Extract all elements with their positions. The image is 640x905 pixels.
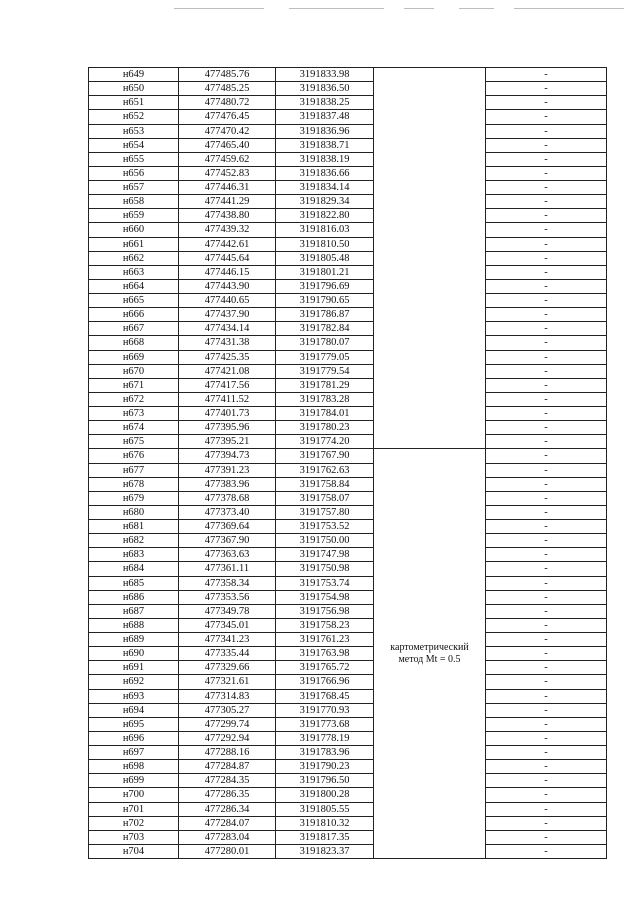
table-row [89,308,607,322]
table-row [89,703,607,717]
cell-point: н686 [89,590,179,604]
table-row [89,562,607,576]
table-row [89,576,607,590]
table-row [89,435,607,449]
cell-x: 477417.56 [179,378,276,392]
cell-x: 477369.64 [179,520,276,534]
cell-x: 477446.15 [179,265,276,279]
cell-x: 477485.25 [179,82,276,96]
table-row [89,520,607,534]
cell-y: 3191778.19 [276,731,374,745]
table-row [89,760,607,774]
cell-note: - [486,251,607,265]
table-row [89,336,607,350]
cell-x: 477465.40 [179,138,276,152]
cell-y: 3191838.19 [276,152,374,166]
cell-point: н698 [89,760,179,774]
cell-point: н703 [89,830,179,844]
cell-point: н672 [89,392,179,406]
cell-x: 477314.83 [179,689,276,703]
table-row [89,590,607,604]
method-text-line: картометрический [390,641,469,653]
cell-note: - [486,689,607,703]
cell-y: 3191750.00 [276,534,374,548]
cell-x: 477437.90 [179,308,276,322]
cell-point: н649 [89,68,179,82]
cell-x: 477363.63 [179,548,276,562]
cell-note: - [486,774,607,788]
cell-note: - [486,816,607,830]
table-row [89,322,607,336]
cell-x: 477440.65 [179,294,276,308]
cell-note: - [486,562,607,576]
cell-point: н704 [89,844,179,858]
table-row [89,802,607,816]
cell-x: 477358.34 [179,576,276,590]
cell-note: - [486,703,607,717]
cell-point: н685 [89,576,179,590]
cell-point: н691 [89,661,179,675]
cell-y: 3191790.65 [276,294,374,308]
cell-point: н664 [89,279,179,293]
table-row [89,534,607,548]
table-row [89,96,607,110]
cell-point: н674 [89,421,179,435]
table-row [89,689,607,703]
cell-y: 3191786.87 [276,308,374,322]
cell-point: н677 [89,463,179,477]
cell-y: 3191779.54 [276,364,374,378]
cell-x: 477452.83 [179,166,276,180]
cell-x: 477321.61 [179,675,276,689]
cell-x: 477476.45 [179,110,276,124]
cell-x: 477284.35 [179,774,276,788]
cell-note: - [486,463,607,477]
cell-note: - [486,661,607,675]
cell-y: 3191823.37 [276,844,374,858]
cell-y: 3191783.28 [276,392,374,406]
cell-note: - [486,68,607,82]
cell-point: н666 [89,308,179,322]
cell-y: 3191774.20 [276,435,374,449]
cell-y: 3191758.23 [276,618,374,632]
cell-note: - [486,576,607,590]
cell-note: - [486,491,607,505]
cell-x: 477353.56 [179,590,276,604]
cell-x: 477445.64 [179,251,276,265]
cell-x: 477394.73 [179,449,276,463]
cell-note: - [486,279,607,293]
cell-note: - [486,181,607,195]
cell-x: 477395.96 [179,421,276,435]
cell-y: 3191767.90 [276,449,374,463]
cell-point: н657 [89,181,179,195]
cell-point: н673 [89,407,179,421]
cell-x: 477283.04 [179,830,276,844]
cell-y: 3191817.35 [276,830,374,844]
cell-x: 477286.35 [179,788,276,802]
cell-y: 3191836.96 [276,124,374,138]
cell-point: н696 [89,731,179,745]
table-row [89,209,607,223]
coordinates-table [88,67,607,859]
table-row [89,731,607,745]
table-row [89,449,607,463]
cell-x: 477434.14 [179,322,276,336]
table-row [89,788,607,802]
table-row [89,421,607,435]
cell-note: - [486,520,607,534]
cell-note: - [486,138,607,152]
cell-x: 477395.21 [179,435,276,449]
cell-x: 477441.29 [179,195,276,209]
coordinates-table-body [89,68,607,859]
cell-point: н684 [89,562,179,576]
cell-x: 477286.34 [179,802,276,816]
cell-point: н671 [89,378,179,392]
cell-note: - [486,717,607,731]
table-row [89,491,607,505]
cell-point: н693 [89,689,179,703]
cell-y: 3191756.98 [276,604,374,618]
table-row [89,350,607,364]
cell-note: - [486,618,607,632]
cell-point: н650 [89,82,179,96]
cell-note: - [486,604,607,618]
top-scan-rule [4,8,636,10]
table-row [89,392,607,406]
cell-x: 477345.01 [179,618,276,632]
cell-y: 3191837.48 [276,110,374,124]
cell-y: 3191758.07 [276,491,374,505]
method-cell [374,449,486,859]
cell-note: - [486,96,607,110]
cell-note: - [486,152,607,166]
table-row [89,181,607,195]
cell-y: 3191781.29 [276,378,374,392]
method-cell-empty [374,68,486,449]
table-row [89,604,607,618]
cell-y: 3191805.55 [276,802,374,816]
cell-x: 477299.74 [179,717,276,731]
table-row [89,251,607,265]
cell-x: 477280.01 [179,844,276,858]
cell-y: 3191838.25 [276,96,374,110]
table-row [89,746,607,760]
cell-note: - [486,435,607,449]
table-row [89,265,607,279]
cell-point: н681 [89,520,179,534]
cell-point: н702 [89,816,179,830]
cell-x: 477288.16 [179,746,276,760]
cell-point: н663 [89,265,179,279]
cell-y: 3191836.66 [276,166,374,180]
cell-note: - [486,421,607,435]
cell-y: 3191829.34 [276,195,374,209]
cell-point: н697 [89,746,179,760]
cell-note: - [486,844,607,858]
cell-note: - [486,209,607,223]
cell-x: 477329.66 [179,661,276,675]
table-row [89,166,607,180]
table-row [89,82,607,96]
cell-x: 477373.40 [179,505,276,519]
cell-note: - [486,590,607,604]
cell-y: 3191790.23 [276,760,374,774]
table-row [89,505,607,519]
cell-point: н655 [89,152,179,166]
cell-note: - [486,294,607,308]
cell-note: - [486,336,607,350]
cell-note: - [486,350,607,364]
cell-x: 477411.52 [179,392,276,406]
cell-y: 3191810.50 [276,237,374,251]
cell-note: - [486,830,607,844]
table-row [89,463,607,477]
cell-x: 477292.94 [179,731,276,745]
cell-y: 3191836.50 [276,82,374,96]
cell-point: н683 [89,548,179,562]
cell-note: - [486,308,607,322]
cell-y: 3191762.63 [276,463,374,477]
cell-point: н688 [89,618,179,632]
cell-point: н669 [89,350,179,364]
cell-point: н653 [89,124,179,138]
cell-point: н700 [89,788,179,802]
table-row [89,279,607,293]
cell-note: - [486,647,607,661]
cell-point: н678 [89,477,179,491]
cell-y: 3191784.01 [276,407,374,421]
table-row [89,774,607,788]
table-row [89,237,607,251]
cell-y: 3191754.98 [276,590,374,604]
cell-note: - [486,534,607,548]
cell-note: - [486,237,607,251]
cell-x: 477284.87 [179,760,276,774]
cell-x: 477431.38 [179,336,276,350]
cell-point: н682 [89,534,179,548]
table-row [89,661,607,675]
cell-note: - [486,633,607,647]
cell-x: 477361.11 [179,562,276,576]
table-row [89,223,607,237]
cell-point: н675 [89,435,179,449]
table-row [89,477,607,491]
cell-y: 3191757.80 [276,505,374,519]
method-text-line: метод Mt = 0.5 [398,653,461,665]
table-row [89,407,607,421]
cell-x: 477378.68 [179,491,276,505]
table-row [89,647,607,661]
cell-x: 477485.76 [179,68,276,82]
cell-note: - [486,265,607,279]
cell-y: 3191782.84 [276,322,374,336]
cell-y: 3191801.21 [276,265,374,279]
cell-note: - [486,788,607,802]
cell-x: 477446.31 [179,181,276,195]
table-row [89,378,607,392]
cell-x: 477480.72 [179,96,276,110]
table-row [89,294,607,308]
table-row [89,618,607,632]
cell-x: 477401.73 [179,407,276,421]
cell-note: - [486,223,607,237]
cell-point: н689 [89,633,179,647]
cell-note: - [486,505,607,519]
cell-y: 3191783.96 [276,746,374,760]
cell-note: - [486,760,607,774]
cell-y: 3191761.23 [276,633,374,647]
cell-x: 477367.90 [179,534,276,548]
cell-point: н694 [89,703,179,717]
cell-y: 3191779.05 [276,350,374,364]
cell-y: 3191833.98 [276,68,374,82]
cell-point: н692 [89,675,179,689]
cell-point: н652 [89,110,179,124]
cell-x: 477443.90 [179,279,276,293]
cell-y: 3191753.74 [276,576,374,590]
cell-x: 477459.62 [179,152,276,166]
cell-point: н659 [89,209,179,223]
cell-point: н687 [89,604,179,618]
table-row [89,633,607,647]
cell-note: - [486,407,607,421]
cell-x: 477438.80 [179,209,276,223]
cell-point: н701 [89,802,179,816]
table-row [89,816,607,830]
cell-note: - [486,195,607,209]
cell-note: - [486,746,607,760]
cell-y: 3191800.28 [276,788,374,802]
cell-y: 3191747.98 [276,548,374,562]
cell-y: 3191834.14 [276,181,374,195]
cell-point: н668 [89,336,179,350]
cell-y: 3191750.98 [276,562,374,576]
cell-x: 477470.42 [179,124,276,138]
cell-note: - [486,731,607,745]
cell-point: н660 [89,223,179,237]
cell-point: н661 [89,237,179,251]
cell-y: 3191758.84 [276,477,374,491]
cell-y: 3191810.32 [276,816,374,830]
cell-note: - [486,110,607,124]
cell-note: - [486,392,607,406]
cell-note: - [486,802,607,816]
cell-point: н658 [89,195,179,209]
cell-point: н656 [89,166,179,180]
cell-x: 477284.07 [179,816,276,830]
cell-note: - [486,548,607,562]
cell-note: - [486,449,607,463]
cell-y: 3191770.93 [276,703,374,717]
cell-point: н699 [89,774,179,788]
cell-y: 3191796.69 [276,279,374,293]
table-row [89,548,607,562]
table-row [89,195,607,209]
cell-y: 3191816.03 [276,223,374,237]
cell-point: н680 [89,505,179,519]
cell-point: н665 [89,294,179,308]
table-row [89,844,607,858]
cell-point: н651 [89,96,179,110]
cell-y: 3191780.07 [276,336,374,350]
cell-point: н676 [89,449,179,463]
cell-point: н662 [89,251,179,265]
table-row [89,68,607,82]
table-row [89,138,607,152]
cell-y: 3191753.52 [276,520,374,534]
cell-point: н667 [89,322,179,336]
cell-note: - [486,675,607,689]
cell-y: 3191805.48 [276,251,374,265]
cell-y: 3191838.71 [276,138,374,152]
cell-note: - [486,166,607,180]
cell-point: н679 [89,491,179,505]
cell-x: 477439.32 [179,223,276,237]
cell-note: - [486,124,607,138]
table-row [89,364,607,378]
cell-x: 477349.78 [179,604,276,618]
cell-y: 3191796.50 [276,774,374,788]
cell-y: 3191780.23 [276,421,374,435]
cell-y: 3191766.96 [276,675,374,689]
cell-note: - [486,322,607,336]
cell-note: - [486,364,607,378]
cell-x: 477391.23 [179,463,276,477]
cell-y: 3191822.80 [276,209,374,223]
table-row [89,675,607,689]
cell-x: 477305.27 [179,703,276,717]
cell-point: н695 [89,717,179,731]
cell-note: - [486,378,607,392]
cell-y: 3191763.98 [276,647,374,661]
cell-x: 477425.35 [179,350,276,364]
cell-y: 3191765.72 [276,661,374,675]
cell-x: 477341.23 [179,633,276,647]
cell-x: 477383.96 [179,477,276,491]
cell-y: 3191768.45 [276,689,374,703]
cell-note: - [486,477,607,491]
cell-point: н690 [89,647,179,661]
table-row [89,110,607,124]
cell-point: н654 [89,138,179,152]
table-row [89,124,607,138]
cell-x: 477421.08 [179,364,276,378]
cell-x: 477335.44 [179,647,276,661]
cell-y: 3191773.68 [276,717,374,731]
cell-point: н670 [89,364,179,378]
cell-x: 477442.61 [179,237,276,251]
table-row [89,152,607,166]
table-row [89,717,607,731]
table-row [89,830,607,844]
cell-note: - [486,82,607,96]
